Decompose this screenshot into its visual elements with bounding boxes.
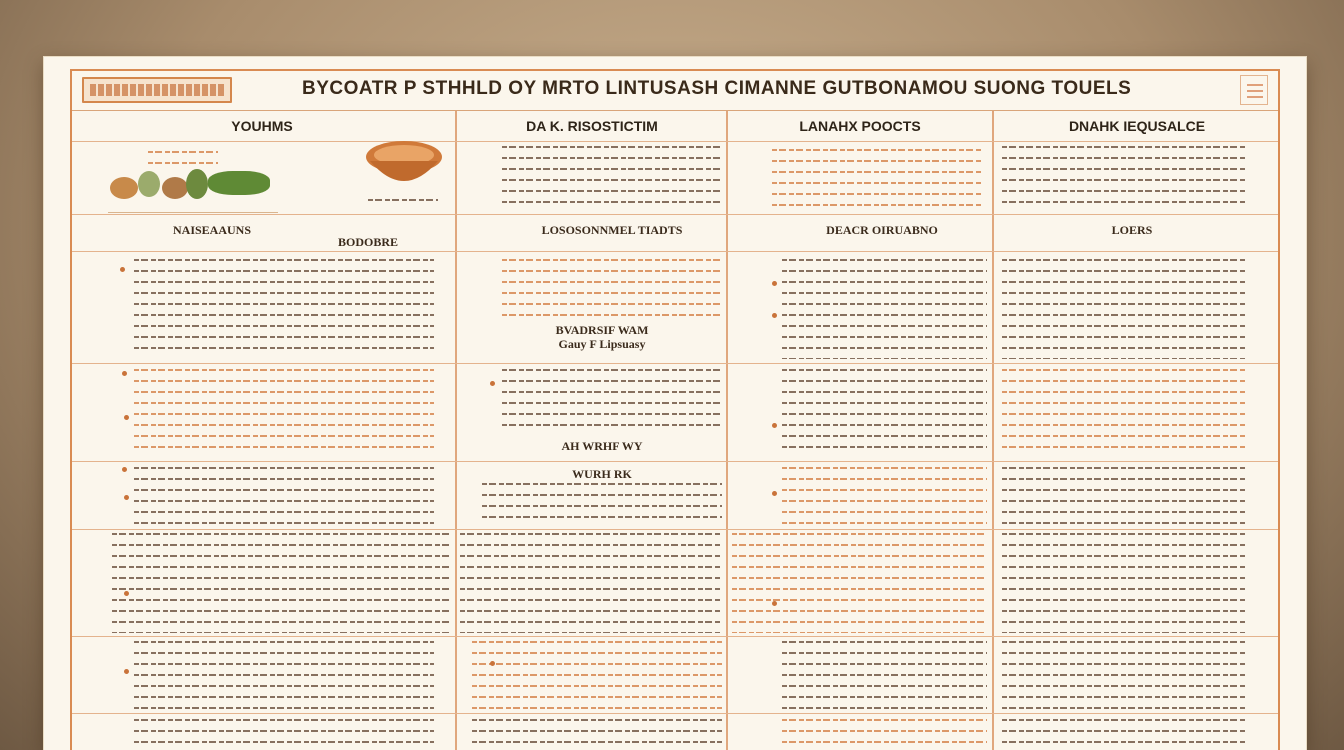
text-block: [482, 483, 722, 525]
bullet-icon: [772, 601, 777, 606]
text-block: [1002, 533, 1247, 633]
text-block: [134, 369, 434, 457]
column-subheading-1: NAISEAAUNS: [172, 223, 252, 237]
text-block: [134, 259, 434, 349]
text-block: [134, 719, 434, 749]
bullet-icon: [122, 467, 127, 472]
text-block: [732, 533, 987, 633]
column-heading-2: DA K. RISOSTICTIM: [526, 118, 658, 134]
text-block: [782, 467, 987, 525]
row-divider: [72, 214, 1278, 215]
text-block: [1002, 369, 1247, 457]
bullet-icon: [772, 423, 777, 428]
text-block: [1002, 146, 1247, 212]
row-divider: [72, 251, 1278, 252]
inline-label: BVADRSIF WAM: [555, 323, 649, 337]
row-divider: [72, 636, 1278, 637]
text-block: [460, 533, 722, 633]
document-frame: [70, 69, 1280, 750]
bullet-icon: [490, 661, 495, 666]
text-block: [472, 719, 722, 749]
bowl-illustration: [364, 135, 444, 197]
inline-label: WURH RK: [572, 467, 632, 481]
column-divider: [992, 111, 994, 750]
text-block: [1002, 719, 1247, 749]
title-tag: [82, 77, 232, 103]
text-block: [782, 641, 987, 711]
text-block: [112, 533, 452, 633]
column-heading-3: LANAHX POOCTS: [799, 118, 921, 134]
title-bar: [72, 71, 1278, 111]
row-divider: [72, 363, 1278, 364]
bullet-icon: [124, 591, 129, 596]
row-divider: [72, 529, 1278, 530]
text-block: [1002, 641, 1247, 711]
column-divider: [726, 111, 728, 750]
column-subheading-2: LOSOSONNMEL TIADTS: [541, 223, 683, 237]
corner-icon: [1240, 75, 1268, 105]
text-block: [502, 259, 722, 319]
food-illustration: [108, 149, 278, 213]
row-divider: [72, 713, 1278, 714]
text-block: [1002, 259, 1247, 359]
column-subheading-3: DEACR OIRUABNO: [826, 223, 938, 237]
bullet-icon: [122, 371, 127, 376]
bullet-icon: [772, 313, 777, 318]
inline-label: Gauy F Lipsuasy: [558, 337, 646, 351]
column-heading-1: YOUHMS: [231, 118, 293, 134]
text-block: [472, 641, 722, 711]
document-title: BYCOATR P STHHLD OY MRTO LINTUSASH CIMANNE GUTBONAMOU SUONG TOUELS: [302, 78, 1132, 99]
column-subheading-4: LOERS: [1111, 223, 1153, 237]
text-block: [502, 369, 722, 435]
row-divider: [72, 461, 1278, 462]
text-block: [772, 149, 982, 209]
text-line: [368, 199, 438, 209]
document-sheet: [44, 57, 1306, 750]
text-block: [782, 259, 987, 359]
bullet-icon: [124, 415, 129, 420]
inline-label: AH WRHF WY: [561, 439, 643, 453]
text-block: [782, 719, 987, 749]
text-block: [1002, 467, 1247, 525]
text-block: [134, 467, 434, 525]
column-divider: [455, 111, 457, 750]
bullet-icon: [124, 669, 129, 674]
bullet-icon: [772, 491, 777, 496]
text-block: [134, 641, 434, 711]
column-subheading-1b: BODOBRE: [337, 235, 398, 249]
row-divider: [72, 141, 1278, 142]
bullet-icon: [120, 267, 125, 272]
bullet-icon: [124, 495, 129, 500]
column-heading-4: DNAHK IEQUSALCE: [1068, 118, 1206, 134]
bullet-icon: [490, 381, 495, 386]
text-block: [782, 369, 987, 457]
text-block: [502, 146, 722, 212]
bullet-icon: [772, 281, 777, 286]
